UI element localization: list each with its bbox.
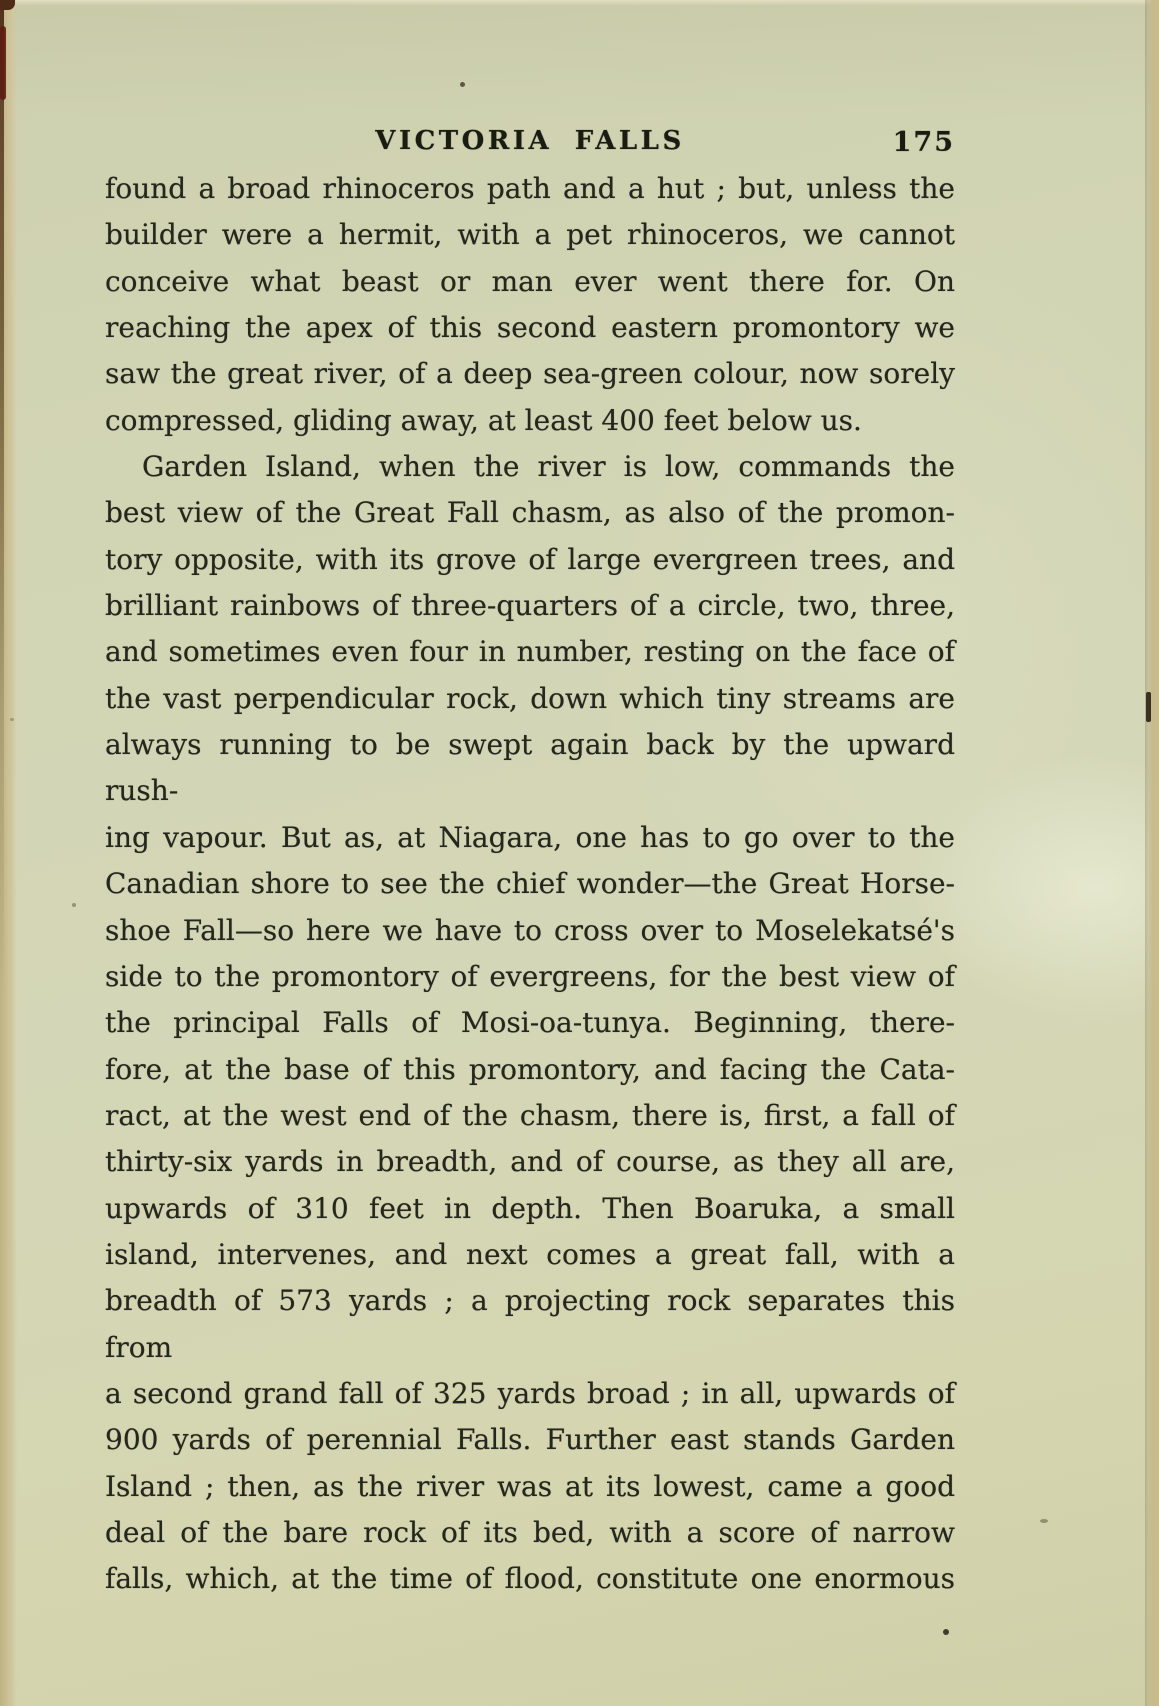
ink-mark-right-edge [1146, 692, 1151, 722]
text-line [105, 629, 955, 675]
text-line-content: upwards of 310 feet in depth. Then Boaruka, a small [105, 1191, 955, 1225]
text-line-content: conceive what beast or man ever went there for. On [105, 264, 955, 298]
text-line-content: Garden Island, when the river is low, commands the [142, 450, 955, 484]
binding-shadow [0, 0, 4, 1000]
text-line [105, 1093, 955, 1139]
text-line [105, 676, 955, 722]
text-line-content: the principal Falls of Mosi-oa-tunya. Beginning, there- [105, 1006, 955, 1040]
text-line-content: compressed, gliding away, at least 400 feet below us. [105, 403, 862, 437]
paper-speck [460, 82, 465, 87]
text-line-content: best view of the Great Fall chasm, as also of the promon- [105, 496, 955, 530]
text-line-content: breadth of 573 yards ; a projecting rock separates this from [105, 1284, 955, 1364]
text-line-content: fore, at the base of this promontory, and facing the Cata- [105, 1052, 955, 1086]
text-line-content: reaching the apex of this second eastern promontory we [105, 311, 955, 345]
text-line [105, 1371, 955, 1417]
text-line-content: deal of the bare rock of its bed, with a score of narrow [105, 1515, 955, 1549]
text-line [105, 444, 955, 490]
paper-speck [10, 718, 14, 721]
text-line [105, 722, 955, 815]
text-line [105, 583, 955, 629]
text-line-content: 900 yards of perennial Falls. Further east stands Garden [105, 1423, 955, 1457]
ink-stain-left-edge [0, 26, 6, 100]
body-text [105, 166, 955, 1603]
text-line [105, 954, 955, 1000]
text-line-content: ing vapour. But as, at Niagara, one has to go over to the [105, 820, 955, 854]
paper-speck [72, 903, 76, 907]
text-line [105, 1510, 955, 1556]
text-line [105, 398, 955, 444]
text-line-content: ract, at the west end of the chasm, there is, first, a fall of [105, 1098, 955, 1132]
text-line [105, 908, 955, 954]
text-line-content: the vast perpendicular rock, down which tiny streams are [105, 681, 955, 715]
text-line [105, 212, 955, 258]
text-line [105, 1278, 955, 1371]
text-line-content: shoe Fall—so here we have to cross over to Moselekatsé's [105, 913, 955, 947]
text-line [105, 861, 955, 907]
text-line [105, 537, 955, 583]
text-line [105, 815, 955, 861]
text-line [105, 1186, 955, 1232]
text-line-content: found a broad rhinoceros path and a hut ; but, unless the [105, 172, 955, 205]
text-line-content: falls, which, at the time of flood, constitute one enormous [105, 1562, 955, 1596]
page-top-edge [0, 0, 1159, 6]
page-right-edge [1145, 0, 1159, 1706]
text-line-content: a second grand fall of 325 yards broad ; in all, upwards of [105, 1376, 955, 1410]
text-line [105, 490, 955, 536]
text-line [105, 1417, 955, 1463]
running-header [105, 126, 955, 168]
text-line [105, 351, 955, 397]
text-line-content: and sometimes even four in number, resting on the face of [105, 635, 955, 669]
page-number: 175 [892, 127, 955, 158]
text-line [105, 1232, 955, 1278]
text-line-content: side to the promontory of evergreens, for the best view of [105, 959, 955, 993]
text-line [105, 259, 955, 305]
text-line-content: Canadian shore to see the chief wonder—the Great Horse- [105, 867, 955, 901]
text-line-content: tory opposite, with its grove of large evergreen trees, and [105, 542, 955, 576]
text-line [105, 1139, 955, 1185]
text-line-content: always running to be swept again back by the upward rush- [105, 728, 955, 808]
text-line [105, 1464, 955, 1510]
text-line [105, 305, 955, 351]
text-line [105, 1556, 955, 1602]
text-line [105, 166, 955, 212]
text-line-content: island, intervenes, and next comes a great fall, with a [105, 1237, 955, 1271]
text-line-content: brilliant rainbows of three-quarters of a circle, two, three, [105, 589, 955, 623]
text-line-content: builder were a hermit, with a pet rhinoceros, we cannot [105, 218, 955, 252]
text-line [105, 1047, 955, 1093]
page-title: VICTORIA FALLS [375, 126, 685, 156]
text-line-content: thirty-six yards in breadth, and of course, as they all are, [105, 1145, 955, 1179]
text-line [105, 1000, 955, 1046]
paper-speck [943, 1629, 949, 1635]
text-line-content: Island ; then, as the river was at its lowest, came a good [105, 1469, 955, 1503]
text-line-content: saw the great river, of a deep sea-green colour, now sorely [105, 357, 955, 391]
paper-speck [1040, 1519, 1048, 1523]
